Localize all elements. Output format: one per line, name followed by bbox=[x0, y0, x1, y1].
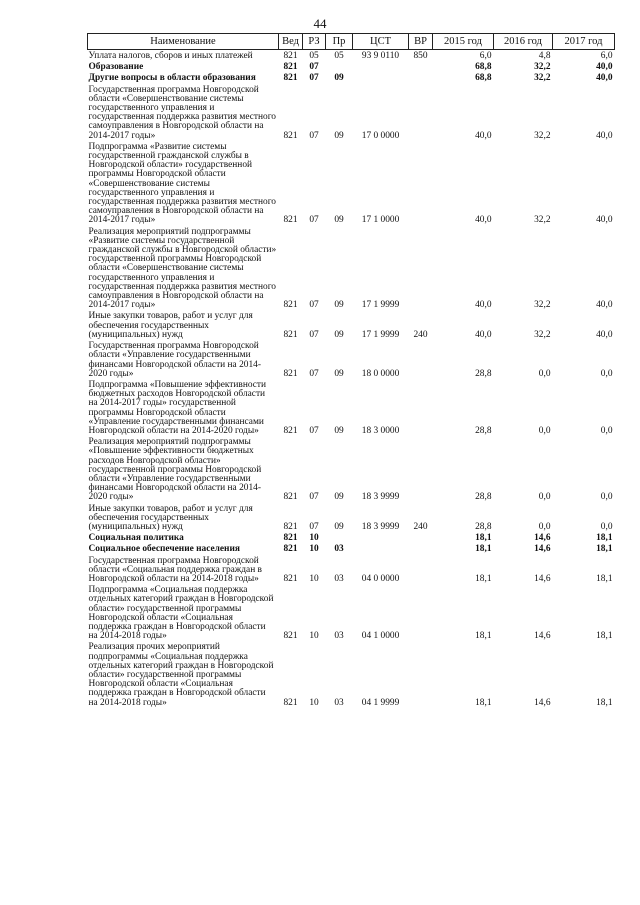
header-2015: 2015 год bbox=[433, 34, 494, 50]
row-2015: 40,0 bbox=[475, 300, 492, 311]
row-name: Социальное обеспечение населения bbox=[88, 544, 240, 555]
row-2015: 40,0 bbox=[475, 130, 492, 141]
row-2015: 28,8 bbox=[475, 521, 492, 532]
row-vr bbox=[409, 84, 433, 141]
header-cst: ЦСТ bbox=[353, 34, 409, 50]
table-header bbox=[88, 34, 615, 50]
row-ved: 821 bbox=[283, 329, 298, 340]
row-ved: 821 bbox=[283, 631, 298, 642]
row-2017: 40,0 bbox=[596, 329, 613, 340]
row-2016: 14,6 bbox=[534, 573, 551, 584]
row-rz: 10 bbox=[309, 544, 319, 555]
table-row bbox=[88, 503, 615, 533]
row-cst bbox=[353, 61, 409, 72]
row-vr bbox=[409, 555, 433, 585]
table-row bbox=[88, 310, 615, 340]
row-ved: 821 bbox=[283, 492, 298, 503]
row-pr: 09 bbox=[334, 300, 344, 311]
row-pr: 09 bbox=[334, 492, 344, 503]
row-rz: 10 bbox=[309, 697, 319, 708]
row-2016: 32,2 bbox=[534, 130, 551, 141]
row-name: Подпрограмма «Социальная поддержка отдельных категорий граждан в Новгородской области» государственной программы Новгородской области «Социальная поддержка граждан в Новгородской области на 2014-2018 годы» bbox=[88, 585, 274, 642]
row-2017: 40,0 bbox=[596, 62, 613, 73]
row-2015: 28,8 bbox=[475, 492, 492, 503]
row-ved: 821 bbox=[283, 544, 298, 555]
row-name: Социальная политика bbox=[88, 533, 184, 544]
header-name: Наименование bbox=[88, 34, 279, 50]
row-pr bbox=[326, 532, 353, 543]
row-2015: 18,1 bbox=[475, 544, 492, 555]
row-ved: 821 bbox=[283, 62, 298, 73]
row-cst bbox=[353, 543, 409, 554]
row-ved: 821 bbox=[283, 130, 298, 141]
row-rz: 07 bbox=[309, 73, 319, 84]
row-2015: 68,8 bbox=[475, 62, 492, 73]
row-2016: 32,2 bbox=[534, 215, 551, 226]
row-cst: 04 1 9999 bbox=[361, 697, 400, 708]
row-cst: 17 1 9999 bbox=[361, 300, 400, 311]
row-vr bbox=[409, 226, 433, 311]
row-cst: 17 1 9999 bbox=[361, 329, 400, 340]
table-row bbox=[88, 50, 615, 62]
row-vr bbox=[409, 340, 433, 379]
row-name: Иные закупки товаров, работ и услуг для обеспечения государственных (муниципальных) нужд bbox=[88, 503, 253, 532]
row-2017: 18,1 bbox=[596, 544, 613, 555]
table-row bbox=[88, 584, 615, 641]
row-ved: 821 bbox=[283, 533, 298, 544]
row-2015: 40,0 bbox=[475, 329, 492, 340]
row-vr bbox=[409, 436, 433, 502]
table-row bbox=[88, 555, 615, 585]
row-ved: 821 bbox=[283, 697, 298, 708]
header-2017: 2017 год bbox=[553, 34, 615, 50]
row-2015: 6,0 bbox=[479, 51, 492, 61]
row-rz: 10 bbox=[309, 573, 319, 584]
row-ved: 821 bbox=[283, 73, 298, 84]
row-name: Уплата налогов, сборов и иных платежей bbox=[88, 51, 253, 61]
row-pr: 09 bbox=[334, 329, 344, 340]
row-pr: 09 bbox=[334, 215, 344, 226]
page-number: 44 bbox=[313, 16, 327, 31]
header-rz: РЗ bbox=[303, 34, 326, 50]
row-2015: 18,1 bbox=[475, 631, 492, 642]
budget-table bbox=[87, 33, 615, 708]
row-vr: 240 bbox=[413, 521, 428, 532]
row-name: Иные закупки товаров, работ и услуг для обеспечения государственных (муниципальных) нужд bbox=[88, 311, 253, 340]
row-pr: 03 bbox=[334, 697, 344, 708]
row-vr bbox=[409, 584, 433, 641]
row-2016: 14,6 bbox=[534, 533, 551, 544]
table-row bbox=[88, 543, 615, 554]
row-2017: 0,0 bbox=[600, 492, 613, 503]
row-2016: 32,2 bbox=[534, 329, 551, 340]
row-ved: 821 bbox=[283, 573, 298, 584]
row-2016: 0,0 bbox=[538, 368, 551, 379]
row-2017: 18,1 bbox=[596, 697, 613, 708]
row-2017: 40,0 bbox=[596, 300, 613, 311]
row-ved: 821 bbox=[283, 425, 298, 436]
table-row bbox=[88, 84, 615, 141]
row-2017: 40,0 bbox=[596, 73, 613, 84]
row-2017: 18,1 bbox=[596, 533, 613, 544]
row-rz: 07 bbox=[309, 368, 319, 379]
table-row bbox=[88, 226, 615, 311]
row-2017: 0,0 bbox=[600, 425, 613, 436]
row-rz: 07 bbox=[309, 130, 319, 141]
row-2016: 4,8 bbox=[538, 51, 551, 61]
row-pr: 09 bbox=[334, 425, 344, 436]
row-cst bbox=[353, 72, 409, 83]
row-vr: 850 bbox=[413, 51, 428, 61]
header-ved: Вед bbox=[279, 34, 303, 50]
row-name: Другие вопросы в области образования bbox=[88, 73, 256, 84]
row-rz: 07 bbox=[309, 492, 319, 503]
row-2017: 40,0 bbox=[596, 130, 613, 141]
row-name: Реализация мероприятий подпрограммы «Повышение эффективности бюджетных расходов Новгородской области» государственной программы Новгородской области «Управление государственными финансами Новгородской области на 2014-2020 годы» bbox=[88, 437, 262, 503]
row-cst: 17 1 0000 bbox=[361, 215, 400, 226]
header-2016: 2016 год bbox=[494, 34, 553, 50]
row-rz: 07 bbox=[309, 425, 319, 436]
table-row bbox=[88, 72, 615, 83]
row-2016: 32,2 bbox=[534, 73, 551, 84]
row-2016: 0,0 bbox=[538, 521, 551, 532]
row-2016: 0,0 bbox=[538, 425, 551, 436]
row-2017: 0,0 bbox=[600, 521, 613, 532]
header-pr: Пр bbox=[326, 34, 353, 50]
row-cst: 04 0 0000 bbox=[361, 573, 400, 584]
row-pr bbox=[326, 61, 353, 72]
row-name: Государственная программа Новгородской области «Управление государственными финансами Новгородской области на 2014-2020 годы» bbox=[88, 341, 261, 379]
row-2015: 18,1 bbox=[475, 697, 492, 708]
row-pr: 09 bbox=[334, 368, 344, 379]
table-row bbox=[88, 379, 615, 436]
row-2017: 6,0 bbox=[600, 51, 613, 61]
row-cst: 18 3 9999 bbox=[361, 521, 400, 532]
header-vr: ВР bbox=[409, 34, 433, 50]
row-2017: 18,1 bbox=[596, 631, 613, 642]
row-2016: 32,2 bbox=[534, 62, 551, 73]
row-name: Государственная программа Новгородской области «Социальная поддержка граждан в Новгородской области на 2014-2018 годы» bbox=[88, 555, 262, 584]
row-pr: 03 bbox=[334, 573, 344, 584]
row-name: Государственная программа Новгородской области «Совершенствование системы государственного управления и государственная поддержка развития местного самоуправления в Новгородской области на 2014-2017 годы» bbox=[88, 84, 276, 141]
table-row bbox=[88, 141, 615, 226]
row-2017: 18,1 bbox=[596, 573, 613, 584]
row-ved: 821 bbox=[283, 215, 298, 226]
row-rz: 10 bbox=[309, 533, 319, 544]
row-2015: 40,0 bbox=[475, 215, 492, 226]
row-vr bbox=[409, 141, 433, 226]
row-pr: 03 bbox=[334, 544, 344, 555]
row-2015: 18,1 bbox=[475, 573, 492, 584]
row-ved: 821 bbox=[283, 368, 298, 379]
row-rz: 07 bbox=[309, 300, 319, 311]
row-cst bbox=[353, 532, 409, 543]
row-vr bbox=[409, 379, 433, 436]
row-2015: 28,8 bbox=[475, 425, 492, 436]
row-pr: 09 bbox=[334, 130, 344, 141]
row-name: Подпрограмма «Повышение эффективности бюджетных расходов Новгородской области на 2014-2017 годы» государственной программы Новгородской области «Управление государственными финансами Новгородской области на 2014-2020 годы» bbox=[88, 379, 267, 436]
row-pr: 05 bbox=[334, 51, 344, 61]
table-row bbox=[88, 436, 615, 502]
row-rz: 07 bbox=[309, 329, 319, 340]
row-2016: 14,6 bbox=[534, 631, 551, 642]
table-row bbox=[88, 532, 615, 543]
row-rz: 07 bbox=[309, 215, 319, 226]
row-vr bbox=[409, 532, 433, 543]
row-2015: 18,1 bbox=[475, 533, 492, 544]
row-pr: 03 bbox=[334, 631, 344, 642]
row-2016: 14,6 bbox=[534, 544, 551, 555]
row-ved: 821 bbox=[283, 521, 298, 532]
row-ved: 821 bbox=[283, 51, 298, 61]
row-name: Образование bbox=[88, 62, 144, 73]
row-rz: 05 bbox=[309, 51, 319, 61]
row-vr bbox=[409, 543, 433, 554]
row-name: Подпрограмма «Развитие системы государственной гражданской службы в Новгородской области» государственной программы Новгородской области «Совершенствование системы государственного управления и государственная поддержка развития местного самоуправления в Новгородской области на 2014-2017 годы» bbox=[88, 141, 276, 226]
row-vr bbox=[409, 72, 433, 83]
row-vr bbox=[409, 641, 433, 707]
row-2016: 32,2 bbox=[534, 300, 551, 311]
row-2017: 0,0 bbox=[600, 368, 613, 379]
row-rz: 07 bbox=[309, 62, 319, 73]
row-pr: 09 bbox=[334, 73, 344, 84]
row-pr: 09 bbox=[334, 521, 344, 532]
table-body bbox=[88, 50, 615, 708]
row-cst: 93 9 0110 bbox=[361, 51, 400, 61]
table-row bbox=[88, 340, 615, 379]
row-2016: 14,6 bbox=[534, 697, 551, 708]
row-name: Реализация прочих мероприятий подпрограммы «Социальная поддержка отдельных категорий граждан в Новгородской области» государственной программы Новгородской области «Социальная поддержка граждан в Новгородской области на 2014-2018 годы» bbox=[88, 642, 274, 708]
row-cst: 18 3 9999 bbox=[361, 492, 400, 503]
row-name: Реализация мероприятий подпрограммы «Развитие системы государственной гражданской службы в Новгородской области» государственной программы Новгородской области «Совершенствование системы государственного управления и государственная поддержка развития местного самоуправления в Новгородской области на 2014-2017 годы» bbox=[88, 226, 277, 311]
row-cst: 18 3 0000 bbox=[361, 425, 400, 436]
row-rz: 10 bbox=[309, 631, 319, 642]
row-cst: 18 0 0000 bbox=[361, 368, 400, 379]
row-vr bbox=[409, 61, 433, 72]
row-cst: 17 0 0000 bbox=[361, 130, 400, 141]
row-cst: 04 1 0000 bbox=[361, 631, 400, 642]
row-rz: 07 bbox=[309, 521, 319, 532]
row-ved: 821 bbox=[283, 300, 298, 311]
table-row bbox=[88, 61, 615, 72]
row-2017: 40,0 bbox=[596, 215, 613, 226]
row-2015: 68,8 bbox=[475, 73, 492, 84]
row-2015: 28,8 bbox=[475, 368, 492, 379]
row-vr: 240 bbox=[413, 329, 428, 340]
row-2016: 0,0 bbox=[538, 492, 551, 503]
table-row bbox=[88, 641, 615, 707]
